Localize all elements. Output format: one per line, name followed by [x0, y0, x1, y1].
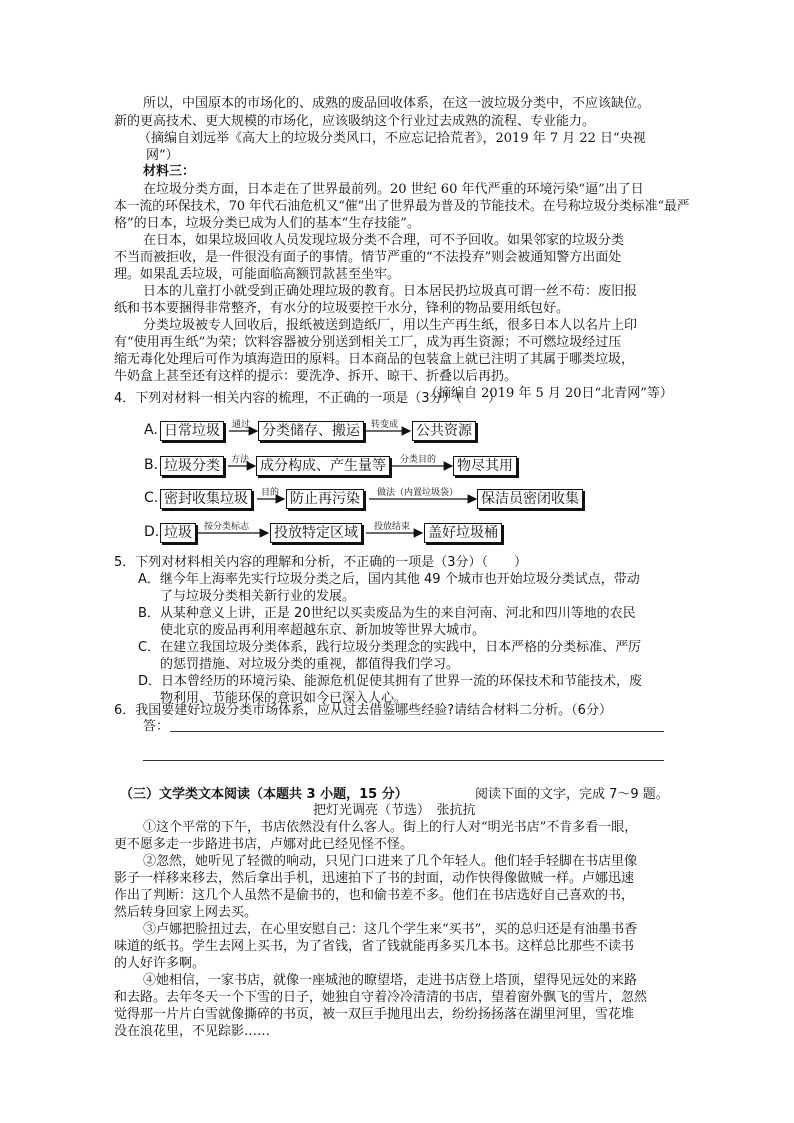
question-5-stem: 5．下列对材料相关内容的理解和分析，不正确的一项是（3分）（ ） — [114, 555, 528, 570]
option-line: 的惩罚措施、对垃圾分类的重视，都值得我们学习。 — [160, 657, 460, 672]
text-line: 不当而被拒收，是一件很没有面子的事情。情节严重的“不法投弃”则会被通知警方出面处 — [114, 250, 622, 265]
option-d-letter: D. — [144, 524, 160, 540]
text-line: 理。如果乱丢垃圾，可能面临高额罚款甚至坐牢。 — [114, 267, 401, 282]
source-citation: （摘编自刘远举《高大上的垃圾分类风口，不应忘记拾荒者》，2019 年 7 月 22 日“央视 — [138, 131, 646, 146]
arrow-label: 通过 — [232, 420, 251, 430]
arrow-label: 投放结束 — [374, 522, 411, 532]
option-line: B．从某种意义上讲，正是 20世纪以买卖废品为生的来自河南、河北和四川等地的农民 — [138, 606, 636, 621]
story-title: 把灯光调亮（节选） 张抗抗 — [313, 803, 476, 818]
text-line: 新的更高技术、更大规模的市场化，应该吸纳这个行业过去成熟的流程、专业能力。 — [114, 114, 596, 129]
option-line: A．继今年上海率先实行垃圾分类之后，国内其他 49 个城市也开始垃圾分类试点，带动 — [138, 572, 640, 587]
text-line: 本一流的环保技术，70 年代石油危机又“催”出了世界最为普及的节能技术。在号称垃圾分类标准“最严 — [114, 199, 690, 214]
flow-box: 日常垃圾 — [160, 421, 224, 441]
story-line: 觉得那一片片白雪就像撕碎的书页，被一双巨手抛甩出去，纷纷扬扬落在湖里河里，雪花堆 — [114, 1007, 635, 1022]
story-line: ④她相信，一家书店，就像一座城池的瞭望塔，走进书店登上塔顶，望得见远处的来路 — [143, 973, 638, 988]
flow-box: 公共资源 — [412, 421, 476, 441]
text-line: 缩无毒化处理后可作为填海造田的原料。日本商品的包装盒上就已注明了其属于哪类垃圾， — [114, 352, 635, 367]
option-line: C．在建立我国垃圾分类体系，践行垃圾分类理念的实践中，日本严格的分类标准、严厉 — [138, 640, 642, 655]
question-6-stem: 6．我国要建好垃圾分类市场体系，应从过去借鉴哪些经验?请结合材料二分析。（6分） — [114, 703, 612, 718]
arrow-label: 方法 — [231, 455, 250, 465]
option-line: 了与垃圾分类相关新行业的发展。 — [160, 589, 356, 604]
section-heading: （三）文学类文本阅读（本题共 3 小题，15 分） — [120, 787, 408, 802]
answer-label: 答： — [143, 719, 170, 734]
option-line: 物利用、节能环保的意识如今已深入人心。 — [160, 691, 408, 706]
arrow-label: 做法（内置垃圾袋） — [377, 488, 459, 498]
text-line: 格”的日本，垃圾分类已成为人们的基本“生存技能”。 — [114, 216, 420, 231]
flow-box: 防止再污染 — [286, 489, 364, 509]
story-line: 味道的纸书。学生去网上买书，为了省钱，省了钱就能再多买几本书。这样总比那些不读书 — [114, 939, 635, 954]
text-line: 所以，中国原本的市场化的、成熟的废品回收体系，在这一波垃圾分类中，不应该缺位。 — [143, 96, 651, 111]
story-line: 然后转身回家上网去买。 — [114, 905, 258, 920]
material-three-title: 材料三： — [143, 164, 196, 179]
answer-line[interactable] — [170, 731, 664, 732]
flow-box: 分类储存、搬运 — [258, 421, 364, 441]
story-line: ①这个平常的下午，书店依然没有什么客人。街上的行人对“明光书店”不肯多看一眼， — [143, 820, 638, 835]
text-line: 纸和书本要捆得非常整齐，有水分的垃圾要控干水分，锋利的物品要用纸包好。 — [114, 301, 570, 316]
flow-box: 成分构成、产生量等 — [256, 456, 390, 476]
flow-box: 投放特定区域 — [270, 523, 362, 543]
arrow-label: 目的 — [261, 488, 280, 498]
source-citation: （摘编自 2019 年 5 月 20日“北青网”等） — [425, 386, 673, 401]
arrow-label: 按分类标志 — [204, 522, 250, 532]
section-instruction: 阅读下面的文字，完成 7～9 题。 — [475, 787, 669, 802]
flow-box: 物尽其用 — [453, 456, 517, 476]
story-line: 更不愿多走一步路进书店，卢娜对此已经见怪不怪。 — [114, 837, 414, 852]
text-line: 在日本，如果垃圾回收人员发现垃圾分类不合理，可不予回收。如果邻家的垃圾分类 — [143, 233, 625, 248]
option-b-letter: B. — [144, 457, 159, 473]
story-line: 和去路。去年冬天一个下雪的日子，她独自守着冷冷清清的书店，望着窗外飘飞的雪片，忽然 — [114, 990, 648, 1005]
story-line: 的人好许多啊。 — [114, 956, 206, 971]
flow-box: 垃圾 — [160, 523, 196, 543]
flow-box: 垃圾分类 — [160, 456, 224, 476]
arrow-label: 分类目的 — [400, 455, 437, 465]
flow-box: 密封收集垃圾 — [160, 489, 252, 509]
story-line: ③卢娜把脸扭过去，在心里安慰自己：这几个学生来“买书”，买的总归还是有油墨书香 — [143, 922, 638, 937]
text-line: 日本的儿童打小就受到正确处理垃圾的教育。日本居民扔垃圾真可谓一丝不苟：废旧报 — [143, 284, 638, 299]
text-line: 牛奶盒上甚至还有这样的提示：要洗净、拆开、晾干、折叠以后再扔。 — [114, 369, 518, 384]
option-c-letter: C. — [144, 490, 159, 506]
question-4-stem: 4．下列对材料一相关内容的梳理，不正确的一项是（3分）（ ） — [114, 391, 502, 406]
answer-line[interactable] — [143, 760, 664, 761]
flow-box: 保洁员密闭收集 — [477, 489, 583, 509]
flow-box: 盖好垃圾桶 — [424, 523, 502, 543]
story-line: ②忽然，她听见了轻微的响动，只见门口进来了几个年轻人。他们轻手轻脚在书店里像 — [143, 854, 638, 869]
story-line: 影子一样移来移去，然后拿出手机，迅速拍下了书的封面，动作快得像做贼一样。卢娜迅速 — [114, 871, 635, 886]
option-line: D．日本曾经历的环境污染、能源危机促使其拥有了世界一流的环保技术和节能技术，废 — [138, 674, 643, 689]
option-line: 使北京的废品再利用率超越东京、新加坡等世界大城市。 — [160, 623, 486, 638]
option-a-letter: A. — [144, 422, 158, 438]
arrow-label: 转变成 — [371, 420, 399, 430]
text-line: 有“使用再生纸”为荣；饮料容器被分别送到相关工厂，成为再生资源；不可燃垃圾经过压 — [114, 335, 622, 350]
story-line: 没在浪花里，不见踪影…… — [114, 1024, 271, 1039]
text-line: 分类垃圾被专人回收后，报纸被送到造纸厂，用以生产再生纸，很多日本人以名片上印 — [143, 318, 638, 333]
text-line: 在垃圾分类方面，日本走在了世界最前列。20 世纪 60 年代严重的环境污染“逼”出了日 — [143, 182, 644, 197]
story-line: 作出了判断：这几个人虽然不是偷书的，也和偷书差不多。他们在书店选好自己喜欢的书， — [114, 888, 635, 903]
source-citation: 网”） — [146, 148, 179, 163]
